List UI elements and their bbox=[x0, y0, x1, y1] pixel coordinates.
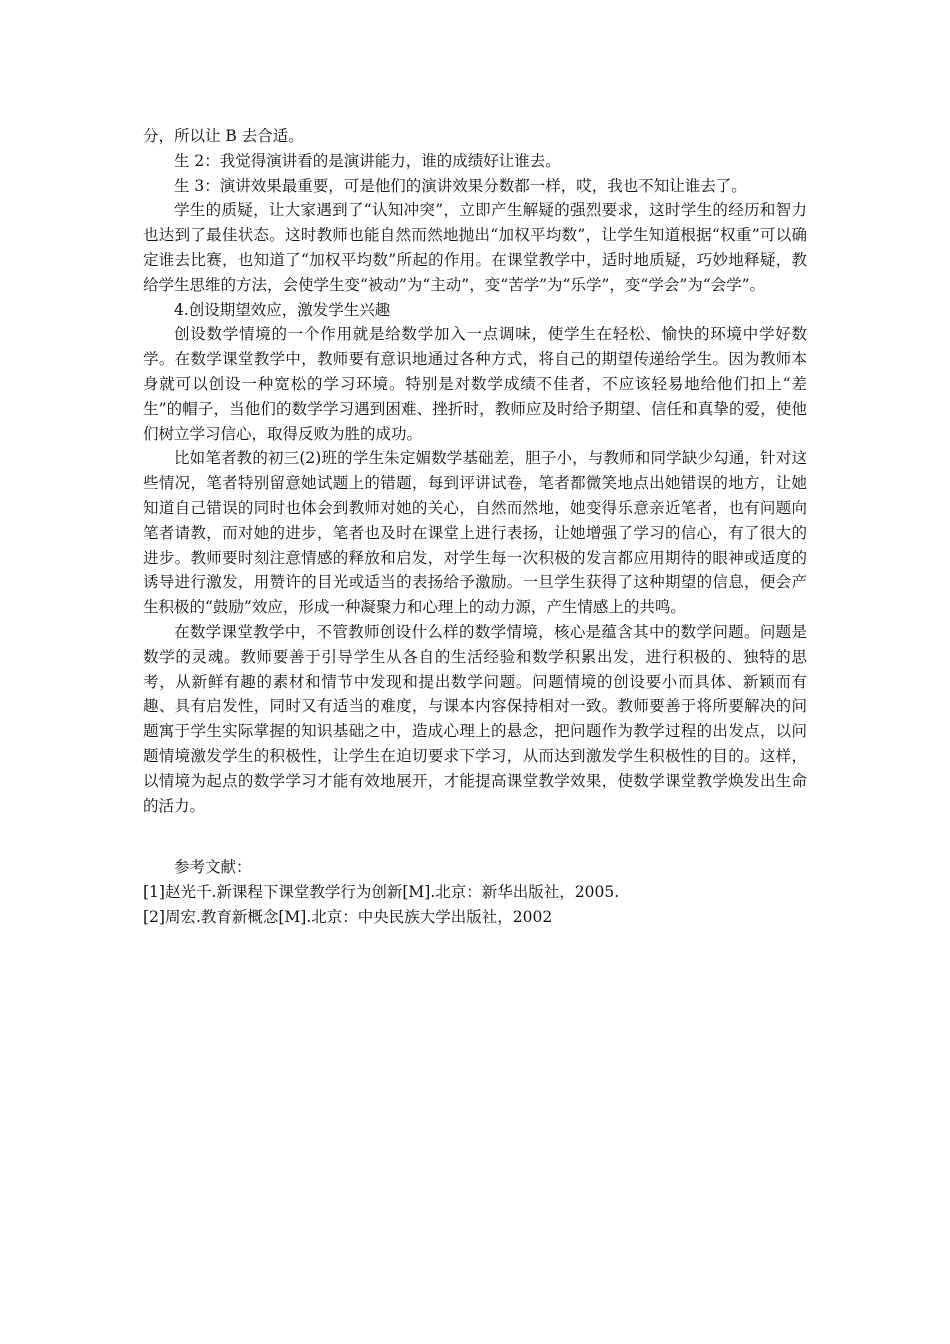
section-heading-4: 4.创设期望效应，激发学生兴趣 bbox=[174, 300, 391, 319]
spacer bbox=[143, 818, 807, 855]
paragraph-expectation: 创设数学情境的一个作用就是给数学加入一点调味，使学生在轻松、愉快的环境中学好数学。在数学课堂教学中，教师要有意识地通过各种方式，将自己的期望传递给学生。因为教师本身就可以创设一种宽松的学习环境。特别是对数学成绩不佳者，不应该轻易地给他们扣上“差生”的帽子，当他们的数学学习遇到困难、挫折时，教师应及时给予期望、信任和真挚的爱，使他们树立学习信心，取得反败为胜的成功。 bbox=[143, 325, 807, 443]
paragraph-questioning: 学生的质疑，让大家遇到了“认知冲突”，立即产生解疑的强烈要求，这时学生的经历和智力也达到了最佳状态。这时教师也能自然而然地抛出“加权平均数”，让学生知道根据“权重”可以确定谁去比赛，也知道了“加权平均数”所起的作用。在课堂教学中，适时地质疑，巧妙地释疑，教给学生思维的方法，会使学生变“被动”为“主动”，变“苦学”为“乐学”，变“学会”为“会学”。 bbox=[143, 201, 807, 294]
document-body bbox=[143, 124, 807, 930]
references-heading: 参考文献： bbox=[174, 858, 252, 877]
paragraph-conclusion: 在数学课堂教学中，不管教师创设什么样的数学情境，核心是蕴含其中的数学问题。问题是数学的灵魂。教师要善于引导学生从各自的生活经验和数学积累出发，进行积极的、独特的思考，从新鲜有趣的素材和情节中发现和提出数学问题。问题情境的创设要小而具体、新颖而有趣、具有启发性，同时又有适当的难度，与课本内容保持相对一致。教师要善于将所要解决的问题寓于学生实际掌握的知识基础之中，造成心理上的悬念，把问题作为教学过程的出发点，以问题情境激发学生的积极性，让学生在迫切要求下学习，从而达到激发学生积极性的目的。这样，以情境为起点的数学学习才能有效地展开，才能提高课堂教学效果，使数学课堂教学焕发出生命的活力。 bbox=[143, 622, 807, 815]
paragraph-continuation: 分，所以让 B 去合适。 bbox=[143, 127, 304, 145]
paragraph-student-3: 生 3：演讲效果最重要，可是他们的演讲效果分数都一样，哎，我也不知让谁去了。 bbox=[174, 176, 747, 195]
reference-item: [1]赵光千.新课程下课堂教学行为创新[M].北京：新华出版社，2005. bbox=[143, 883, 620, 902]
paragraph-student-2: 生 2：我觉得演讲看的是演讲能力，谁的成绩好让谁去。 bbox=[174, 151, 561, 170]
reference-item: [2]周宏.教育新概念[M].北京：中央民族大学出版社，2002 bbox=[143, 907, 553, 926]
paragraph-example: 比如笔者教的初三(2)班的学生朱定媚数学基础差，胆子小，与教师和同学缺少勾通，针对这些情况，笔者特别留意她试题上的错题，每到评讲试卷，笔者都微笑地点出她错误的地方，让她知道自己错误的同时也体会到教师对她的关心，自然而然地，她变得乐意亲近笔者，也有问题向笔者请教，而对她的进步，笔者也及时在课堂上进行表扬，让她增强了学习的信心，有了很大的进步。教师要时刻注意情感的释放和启发，对学生每一次积极的发言都应用期待的眼神或适度的诱导进行激发，用赞许的目光或适当的表扬给予激励。一旦学生获得了这种期望的信息，便会产生积极的“鼓励”效应，形成一种凝聚力和心理上的动力源，产生情感上的共鸣。 bbox=[143, 449, 807, 617]
